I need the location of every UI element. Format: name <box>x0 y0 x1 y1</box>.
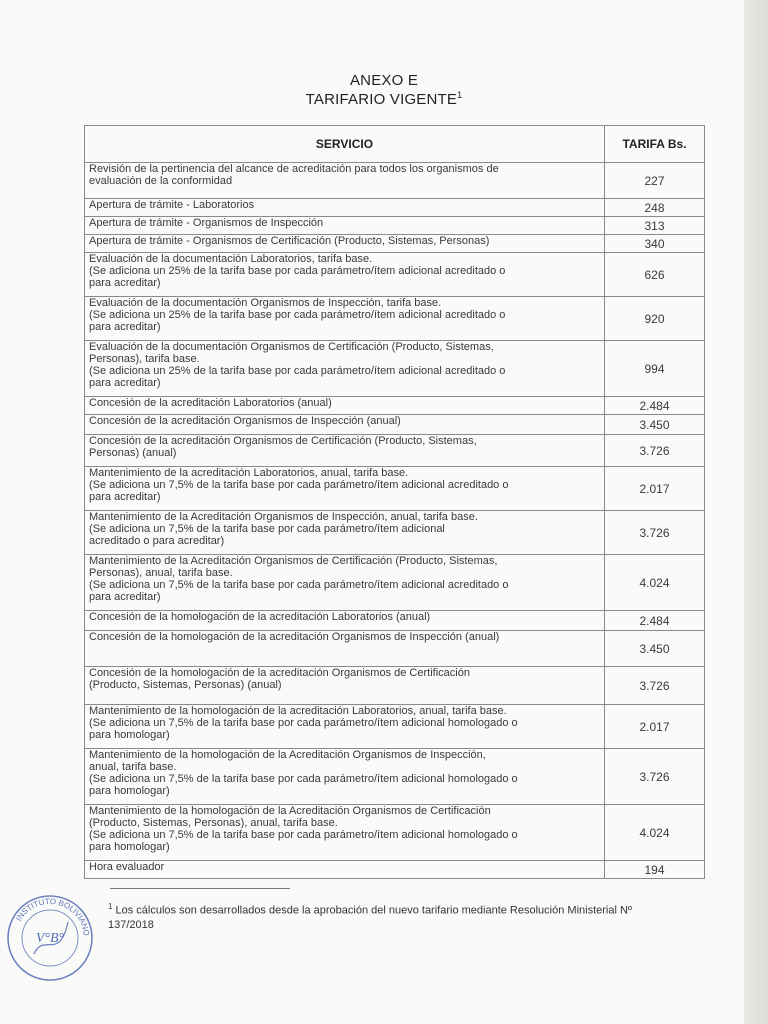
service-cell <box>85 397 605 415</box>
table-row <box>85 163 705 199</box>
service-line: Concesión de la acreditación Organismos de Inspección (anual) <box>89 415 401 427</box>
service-cell <box>85 415 605 435</box>
service-line: (Se adiciona un 7,5% de la tarifa base por cada parámetro/ítem adicional homologado o <box>89 773 518 785</box>
service-line: (Se adiciona un 7,5% de la tarifa base por cada parámetro/ítem adicional homologado o <box>89 717 518 729</box>
table-row <box>85 667 705 705</box>
tariff-cell: 340 <box>605 235 705 253</box>
service-line: Personas), anual, tarifa base. <box>89 567 233 579</box>
service-line: (Se adiciona un 25% de la tarifa base por cada parámetro/ítem adicional acreditado o <box>89 265 506 277</box>
service-line: Hora evaluador <box>89 861 165 873</box>
title-footnote-marker: 1 <box>457 90 463 100</box>
service-line: Concesión de la homologación de la acreditación Organismos de Certificación <box>89 667 470 679</box>
column-header-tariff: TARIFA Bs. <box>605 126 705 163</box>
service-line: Mantenimiento de la acreditación Laboratorios, anual, tarifa base. <box>89 467 409 479</box>
tariff-cell: 920 <box>605 297 705 341</box>
service-line: Concesión de la acreditación Laboratorios (anual) <box>89 397 332 409</box>
tariff-cell: 626 <box>605 253 705 297</box>
table-row <box>85 415 705 435</box>
service-line: (Se adiciona un 7,5% de la tarifa base por cada parámetro/ítem adicional acreditado o <box>89 579 509 591</box>
service-line: para homologar) <box>89 785 170 797</box>
tariff-cell: 227 <box>605 163 705 199</box>
service-line: Concesión de la homologación de la acreditación Laboratorios (anual) <box>89 611 431 623</box>
page-edge-shadow <box>744 0 768 1024</box>
annex-heading: ANEXO E <box>349 72 419 89</box>
tariff-cell: 2.017 <box>605 705 705 749</box>
service-cell <box>85 467 605 511</box>
table-row <box>85 511 705 555</box>
service-cell <box>85 163 605 199</box>
table-row <box>85 555 705 611</box>
tariff-cell: 3.450 <box>605 631 705 667</box>
stamp-ring-text: INSTITUTO BOLIVIANO <box>14 896 92 937</box>
service-line: para acreditar) <box>89 377 161 389</box>
service-line: Concesión de la acreditación Organismos de Certificación (Producto, Sistemas, <box>89 435 477 447</box>
service-line: anual, tarifa base. <box>89 761 177 773</box>
tariff-cell: 2.017 <box>605 467 705 511</box>
service-line: para acreditar) <box>89 591 161 603</box>
service-line: para acreditar) <box>89 277 161 289</box>
tariff-cell: 2.484 <box>605 397 705 415</box>
service-cell <box>85 341 605 397</box>
service-line: para acreditar) <box>89 321 161 333</box>
service-line: (Se adiciona un 7,5% de la tarifa base por cada parámetro/ítem adicional acreditado o <box>89 479 509 491</box>
tariff-cell: 4.024 <box>605 555 705 611</box>
service-line: (Se adiciona un 7,5% de la tarifa base por cada parámetro/ítem adicional homologado o <box>89 829 518 841</box>
service-line: para homologar) <box>89 841 170 853</box>
tariff-cell: 248 <box>605 199 705 217</box>
service-line: Personas) (anual) <box>89 447 177 459</box>
table-row <box>85 217 705 235</box>
column-header-service: SERVICIO <box>85 126 605 163</box>
service-line: Concesión de la homologación de la acreditación Organismos de Inspección (anual) <box>89 631 500 643</box>
table-row <box>85 235 705 253</box>
service-line: (Producto, Sistemas, Personas), anual, tarifa base. <box>89 817 338 829</box>
service-line: Mantenimiento de la homologación de la Acreditación Organismos de Certificación <box>89 805 491 817</box>
service-cell <box>85 861 605 879</box>
service-line: Mantenimiento de la homologación de la acreditación Laboratorios, anual, tarifa base. <box>89 705 507 717</box>
service-cell <box>85 555 605 611</box>
service-line: Evaluación de la documentación Organismos de Certificación (Producto, Sistemas, <box>89 341 494 353</box>
service-line: (Se adiciona un 7,5% de la tarifa base por cada parámetro/ítem adicional <box>89 523 445 535</box>
table-row <box>85 435 705 467</box>
service-line: evaluación de la conformidad <box>89 175 233 187</box>
service-line: (Se adiciona un 25% de la tarifa base por cada parámetro/ítem adicional acreditado o <box>89 309 506 321</box>
service-line: Revisión de la pertinencia del alcance de acreditación para todos los organismos de <box>89 163 499 175</box>
service-line: para acreditar) <box>89 491 161 503</box>
tariff-cell: 4.024 <box>605 805 705 861</box>
service-line: Mantenimiento de la Acreditación Organismos de Certificación (Producto, Sistemas, <box>89 555 498 567</box>
service-line: para homologar) <box>89 729 170 741</box>
tariff-cell: 313 <box>605 217 705 235</box>
service-line: acreditado o para acreditar) <box>89 535 225 547</box>
approval-stamp <box>4 892 96 984</box>
service-cell <box>85 435 605 467</box>
table-header-row <box>85 126 705 163</box>
service-cell <box>85 631 605 667</box>
service-cell <box>85 705 605 749</box>
document-title <box>0 90 768 108</box>
tariff-cell: 2.484 <box>605 611 705 631</box>
table-row <box>85 805 705 861</box>
table-row <box>85 749 705 805</box>
table-row <box>85 631 705 667</box>
service-line: (Se adiciona un 25% de la tarifa base por cada parámetro/ítem adicional acreditado o <box>89 365 506 377</box>
service-cell <box>85 805 605 861</box>
service-line: Evaluación de la documentación Laboratorios, tarifa base. <box>89 253 373 265</box>
tariff-table <box>84 125 705 879</box>
tariff-cell: 3.726 <box>605 511 705 555</box>
table-row <box>85 297 705 341</box>
service-cell <box>85 253 605 297</box>
stamp-center-text: V°B° <box>35 931 65 946</box>
service-cell <box>85 611 605 631</box>
service-cell <box>85 749 605 805</box>
tariff-cell: 3.726 <box>605 435 705 467</box>
tariff-cell: 194 <box>605 861 705 879</box>
service-cell <box>85 667 605 705</box>
service-line: Evaluación de la documentación Organismos de Inspección, tarifa base. <box>89 297 442 309</box>
tariff-cell: 3.450 <box>605 415 705 435</box>
service-line: (Producto, Sistemas, Personas) (anual) <box>89 679 282 691</box>
service-cell <box>85 217 605 235</box>
table-row <box>85 253 705 297</box>
table-row <box>85 467 705 511</box>
tariff-cell: 994 <box>605 341 705 397</box>
table-row <box>85 397 705 415</box>
footnote <box>108 900 653 932</box>
service-line: Personas), tarifa base. <box>89 353 200 365</box>
tariff-cell: 3.726 <box>605 749 705 805</box>
service-line: Apertura de trámite - Laboratorios <box>89 199 255 211</box>
service-line: Mantenimiento de la Acreditación Organismos de Inspección, anual, tarifa base. <box>89 511 478 523</box>
footnote-rule <box>110 888 290 889</box>
service-cell <box>85 199 605 217</box>
table-row <box>85 705 705 749</box>
service-cell <box>85 297 605 341</box>
footnote-marker: 1 <box>108 902 113 911</box>
service-cell <box>85 511 605 555</box>
tariff-cell: 3.726 <box>605 667 705 705</box>
table-row <box>85 341 705 397</box>
table-row <box>85 861 705 879</box>
table-row <box>85 199 705 217</box>
service-line: Apertura de trámite - Organismos de Inspección <box>89 217 324 229</box>
title-text: TARIFARIO VIGENTE <box>305 91 458 108</box>
service-cell <box>85 235 605 253</box>
table-row <box>85 611 705 631</box>
footnote-text: Los cálculos son desarrollados desde la aprobación del nuevo tarifario mediante Resolución Ministerial Nº 137/2018 <box>108 904 632 931</box>
service-line: Mantenimiento de la homologación de la Acreditación Organismos de Inspección, <box>89 749 486 761</box>
service-line: Apertura de trámite - Organismos de Certificación (Producto, Sistemas, Personas) <box>89 235 490 247</box>
